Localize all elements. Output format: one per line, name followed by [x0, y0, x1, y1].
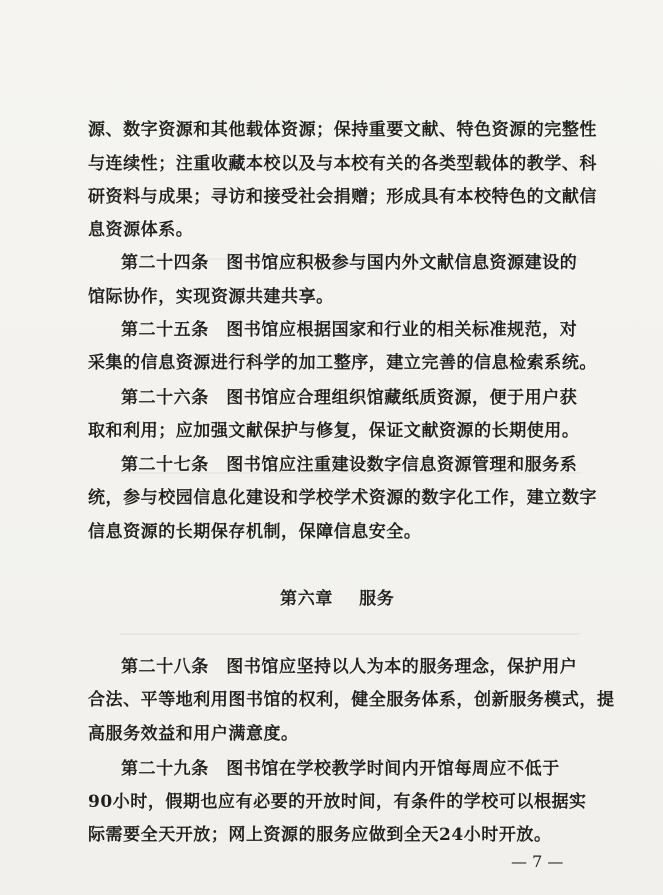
article-24-line: 第二十四条 图书馆应积极参与国内外文献信息资源建设的 — [121, 253, 578, 273]
body-text-line: 取和利用；应加强文献保护与修复，保证文献资源的长期使用。 — [88, 421, 580, 441]
body-text-line: 统，参与校园信息化建设和学校学术资源的数字化工作，建立数字 — [88, 488, 597, 508]
chapter-heading — [280, 588, 395, 610]
page-number: — 7 — — [511, 852, 564, 871]
article-28-line: 第二十八条 图书馆应坚持以人为本的服务理念，保护用户 — [121, 657, 578, 677]
article-27-line: 第二十七条 图书馆应注重建设数字信息资源管理和服务系 — [121, 455, 578, 475]
article-26-line: 第二十六条 图书馆应合理组织馆藏纸质资源，便于用户获 — [121, 388, 578, 408]
paper-bleed-mark — [120, 633, 580, 635]
body-text-line: 息资源体系。 — [88, 220, 194, 240]
body-text-line: 90小时，假期也应有必要的开放时间，有条件的学校可以根据实 — [88, 792, 587, 812]
body-text-line: 高服务效益和用户满意度。 — [88, 724, 299, 744]
article-25-line: 第二十五条 图书馆应根据国家和行业的相关标准规范，对 — [121, 320, 578, 340]
body-text-line: 信息资源的长期保存机制，保障信息安全。 — [88, 522, 422, 542]
body-text-line: 与连续性；注重收藏本校以及与本校有关的各类型载体的教学、科 — [88, 154, 597, 174]
body-text-line: 馆际协作，实现资源共建共享。 — [88, 287, 334, 307]
article-29-line: 第二十九条 图书馆在学校教学时间内开馆每周应不低于 — [121, 759, 560, 779]
body-text-line: 研资料与成果；寻访和接受社会捐赠；形成具有本校特色的文献信 — [88, 187, 597, 207]
body-text-line: 际需要全天开放；网上资源的服务应做到全天24小时开放。 — [88, 825, 552, 845]
body-text-line: 合法、平等地利用图书馆的权利，健全服务体系，创新服务模式，提 — [88, 690, 615, 710]
body-text-line: 源、数字资源和其他载体资源；保持重要文献、特色资源的完整性 — [88, 120, 597, 140]
chapter-title: 服务 — [359, 589, 395, 609]
chapter-number: 第六章 — [280, 589, 334, 609]
body-text-line: 采集的信息资源进行科学的加工整序，建立完善的信息检索系统。 — [88, 353, 597, 373]
